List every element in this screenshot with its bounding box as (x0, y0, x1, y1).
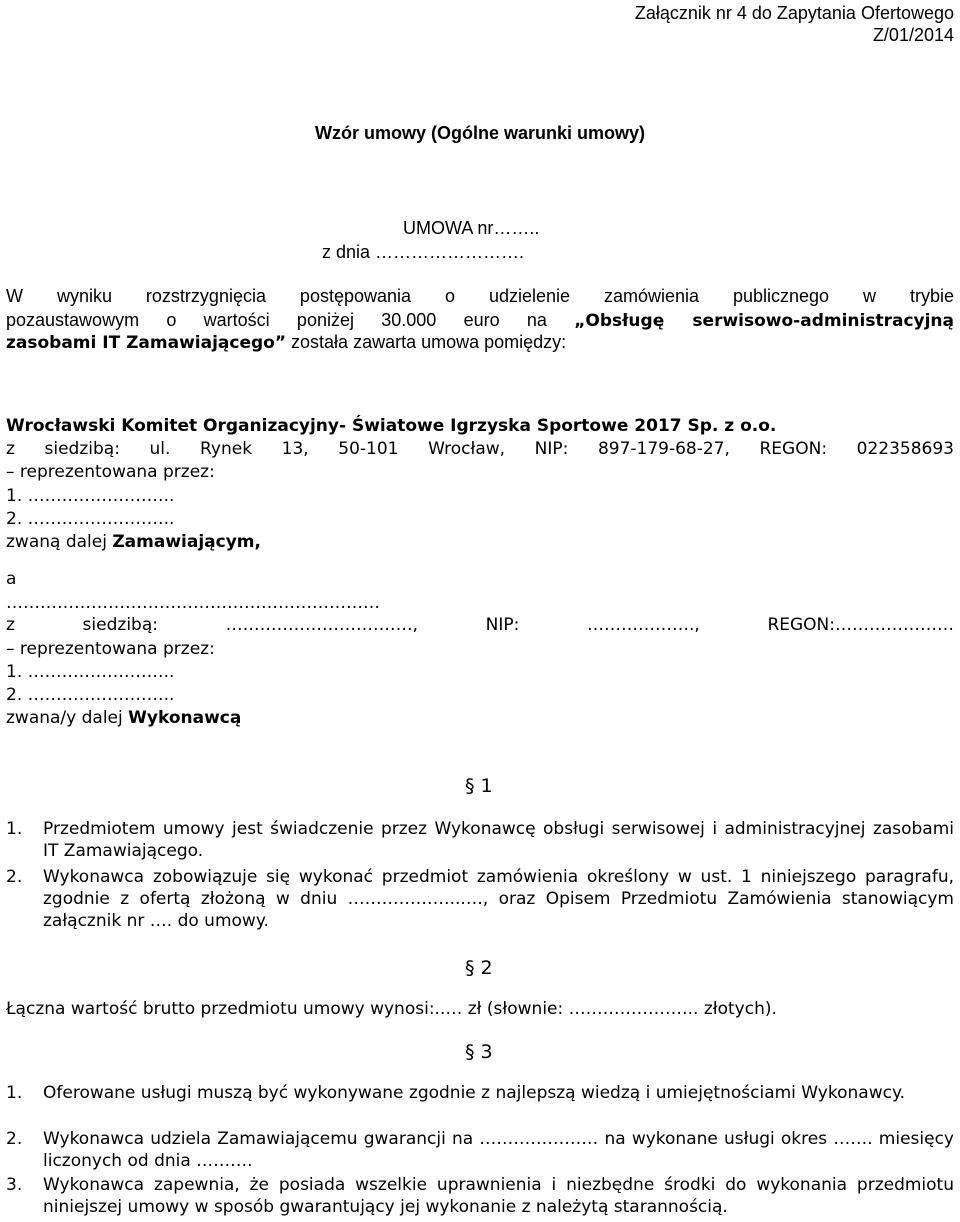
contract-date: z dnia ……………………. (322, 242, 525, 262)
party2-name-blank: ………………………………………………………… (6, 593, 380, 613)
intro-line-2: pozaustawowym o wartości poniżej 30.000 euro na „Obsługę serwisowo-administracyjną (6, 310, 954, 331)
party1-called: zwaną dalej Zamawiającym, (6, 532, 261, 552)
party1-name: Wrocławski Komitet Organizacyjny- Światowe Igrzyska Sportowe 2017 Sp. z o.o. (6, 416, 777, 436)
party1-rep-2: 2. …………………….. (6, 509, 175, 529)
document-title: Wzór umowy (Ogólne warunki umowy) (314, 123, 645, 143)
section-3-item-2: 2. Wykonawca udziela Zamawiającemu gwarancji na ………………… na wykonane usługi okres ……. miesięcy liczonych od dnia ………. (6, 1129, 954, 1171)
section-1-item-2: 2. Wykonawca zobowiązuje się wykonać przedmiot zamówienia określony w ust. 1 niniejszego paragrafu, zgodnie z ofertą złożoną w dniu ………………...…, oraz Opisem Przedmiotu Zamówienia stanowiącym załącznik nr …. do umowy. (6, 867, 954, 931)
section-3-heading: § 3 (465, 1041, 493, 1063)
party2-called: zwana/y dalej Wykonawcą (6, 708, 242, 728)
section-2-heading: § 2 (465, 957, 493, 979)
party1-represented: – reprezentowana przez: (6, 462, 215, 482)
intro-line-3: zasobami IT Zamawiającego” została zawarta umowa pomiędzy: (6, 332, 567, 353)
party2-rep-1: 1. …………………….. (6, 662, 175, 682)
section-1-item-1: 1. Przedmiotem umowy jest świadczenie przez Wykonawcę obsługi serwisowej i administracyjnej zasobami IT Zamawiającego. (6, 819, 954, 861)
section-3-item-1: 1. Oferowane usługi muszą być wykonywane zgodnie z najlepszą wiedzą i umiejętnościami Wykonawcy. (6, 1083, 905, 1103)
attachment-header: Załącznik nr 4 do Zapytania Ofertowego (634, 3, 954, 23)
reference-number: Z/01/2014 (872, 25, 954, 45)
party2-address: z siedzibą: ……………………………, NIP: ………………., REGON:………………… (6, 615, 954, 635)
section-2-text: Łączna wartość brutto przedmiotu umowy wynosi:..… zł (słownie: ………………….. złotych). (6, 999, 777, 1019)
intro-line-1: W wyniku rozstrzygnięcia postępowania o udzielenie zamówienia publicznego w trybie (6, 286, 954, 306)
party1-rep-1: 1. …………………….. (6, 486, 175, 506)
party1-address: z siedzibą: ul. Rynek 13, 50-101 Wrocław, NIP: 897-179-68-27, REGON: 022358693 (6, 439, 954, 459)
section-3-item-3: 3. Wykonawca zapewnia, że posiada wszelkie uprawnienia i niezbędne środki do wykonania przedmiotu niniejszej umowy w sposób gwarantujący jej wykonanie z należytą starannością. (6, 1175, 954, 1217)
connector: a (6, 569, 17, 589)
contract-number: UMOWA nr…….. (403, 218, 540, 238)
party2-represented: – reprezentowana przez: (6, 639, 215, 659)
party2-rep-2: 2. …………………….. (6, 685, 175, 705)
section-1-heading: § 1 (465, 775, 493, 797)
